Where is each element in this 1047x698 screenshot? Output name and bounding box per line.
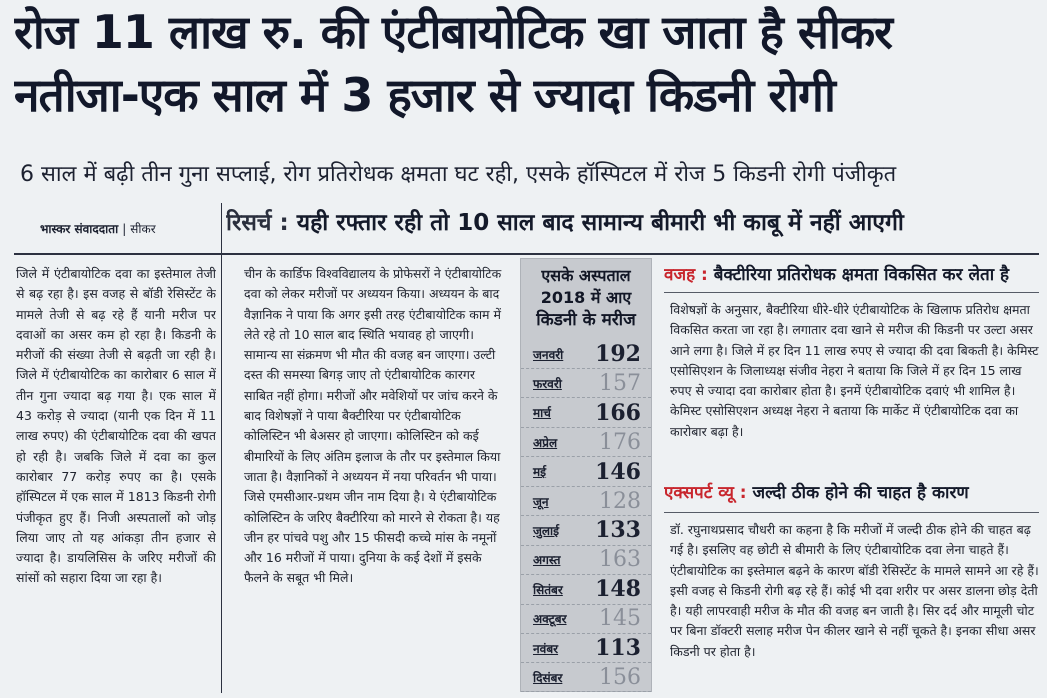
table-row-month: अक्टूबर: [533, 612, 567, 627]
divider-vertical: [221, 203, 222, 693]
table-row-value: 128: [599, 488, 641, 514]
section-expert-tag: एक्सपर्ट व्यू :: [664, 483, 747, 503]
table-row: [521, 368, 651, 398]
headline-line-1: रोज 11 लाख रु. की एंटीबायोटिक खा जाता है सीकर: [14, 5, 892, 59]
table-row: [521, 604, 651, 634]
table-row: [521, 662, 651, 692]
section-reason-text: विशेषज्ञों के अनुसार, बैक्टीरिया धीरे-धीरे एंटीबायोटिक के खिलाफ प्रतिरोध क्षमता विकसित करता जा रहा है। लगातार दवा खाने से मरीज की किडनी पर उल्टा असर आने लगा है। जिले में हर दिन 11 लाख रुपए से ज्यादा की दवा बिकती है। केमिस्ट एसोसिएशन के जिलाध्यक्ष संजीव नेहरा ने बताया कि जिले में हर दिन 15 लाख रुपए से ज्यादा दवा कारोबार होता है। इनमें एंटीबायोटिक दवाएं भी शामिल है। केमिस्ट एसोसिएशन अध्यक्ष नेहरा ने बताया कि मार्केट में एंटीबायोटिक दवा का कारोबार बढ़ा है।: [670, 302, 1039, 439]
table-row-month: जुलाई: [533, 523, 560, 538]
section-reason-heading: [664, 262, 1041, 285]
section-expert-heading: [664, 480, 1041, 503]
table-row-month: नवंबर: [533, 641, 559, 656]
section-expert-title: जल्दी ठीक होने की चाहत है कारण: [752, 483, 969, 503]
table-row-month: मई: [533, 465, 547, 480]
table-row-month: फरवरी: [533, 376, 562, 391]
section-reason-tag: वजह :: [664, 265, 708, 285]
table-row-month: सितंबर: [533, 582, 563, 597]
table-row-value: 157: [599, 370, 641, 396]
table-title: [521, 259, 651, 331]
section-expert-divider: [664, 512, 1039, 513]
headline-line-2: नतीजा-एक साल में 3 हजार से ज्यादा किडनी रोगी: [14, 68, 835, 122]
table-row-month: दिसंबर: [533, 670, 563, 685]
table-row: [521, 457, 651, 487]
table-row-month: अगस्त: [533, 553, 561, 568]
divider-top: [14, 253, 1039, 255]
section-reason-divider: [664, 292, 1039, 293]
research-text: यही रफ्तार रही तो 10 साल बाद सामान्य बीमारी भी काबू में नहीं आएगी: [296, 210, 904, 236]
byline-city: सीकर: [130, 222, 156, 236]
subheadline: 6 साल में बढ़ी तीन गुना सप्लाई, रोग प्रतिरोधक क्षमता घट रही, एसके हॉस्पिटल में रोज 5 किडनी रोगी पंजीकृत: [20, 162, 897, 187]
table-row-month: जनवरी: [533, 347, 564, 362]
table-title-line-2: 2018 में आए: [540, 288, 632, 307]
byline-source: भास्कर संवाददाता: [40, 222, 119, 236]
research-heading: [226, 206, 1041, 240]
table-title-line-1: एसके अस्पताल: [541, 266, 631, 285]
article-column-1: जिले में एंटीबायोटिक दवा का इस्तेमाल तेजी से बढ़ रहा है। इस वजह से बॉडी रेसिस्टेंट के मामले तेजी से बढ़ रहे हैं यानी मरीज पर दवाओं का असर कम हो रहा है। किडनी के मरीजों की संख्या तेजी से बढ़ती जा रही है। जिले में एंटीबायोटिक का कारोबार 6 साल में तीन गुना ज्यादा बढ़ गया है। एक साल में 43 करोड़ से ज्यादा (यानी एक दिन में 11 लाख रुपए) की एंटीबायोटिक दवा की खपत हो रही है। जबकि जिले में दवा का कुल कारोबार 77 करोड़ रुपए का है। एसके हॉस्पिटल में एक साल में 1813 किडनी रोगी पंजीकृत हुए हैं। निजी अस्पतालों को जोड़ लिया जाए तो यह आंकड़ा तीन हजार से ज्यादा है। डायलिसिस के जरिए मरीजों की सांसों को सहारा दिया जा रहा है।: [16, 266, 216, 586]
table-row: [521, 427, 651, 457]
table-row: [521, 398, 651, 428]
table-row-value: 192: [595, 341, 641, 367]
table-row-value: 146: [595, 458, 641, 485]
table-row-value: 156: [599, 664, 641, 690]
table-row-value: 176: [599, 429, 641, 455]
table-row: [521, 633, 651, 663]
table-row-value: 113: [595, 635, 641, 661]
table-row-value: 148: [595, 576, 641, 603]
kidney-patients-table: [520, 258, 652, 692]
table-row: [521, 339, 651, 369]
table-title-line-3: किडनी के मरीज: [536, 310, 636, 330]
table-row-value: 133: [595, 517, 641, 544]
section-expert-text: डॉ. रघुनाथप्रसाद चौधरी का कहना है कि मरीजों में जल्दी ठीक होने की चाहत बढ़ गई है। इसलिए वह छोटी से बीमारी के लिए एंटीबायोटिक दवा लेना चाहते हैं। एंटीबायोटिक का इस्तेमाल बढ़ने के कारण बॉडी रेसिस्टेंट के मामले सामने आ रहे हैं। इसी वजह से किडनी रोगी बढ़ रहे हैं। कोई भी दवा शरीर पर असर डालना छोड़ देती है। यही लापरवाही मरीज के मौत की वजह बन जाती है। सिर दर्द और मामूली चोट पर बिना डॉक्टरी सलाह मरीज पेन कीलर खाने से नहीं चूकते है। इनका सीधा असर किडनी पर होता है।: [670, 522, 1039, 659]
research-label: रिसर्च :: [226, 210, 289, 236]
byline: [40, 220, 156, 237]
table-row-value: 163: [599, 547, 641, 573]
table-row-month: जून: [533, 494, 549, 509]
table-row: [521, 545, 651, 575]
table-row-month: अप्रेल: [533, 435, 558, 450]
table-row: [521, 486, 651, 516]
table-row: [521, 515, 651, 545]
section-reason-title: बैक्टीरिया प्रतिरोधक क्षमता विकसित कर लेता है: [713, 265, 1010, 285]
table-row-value: 166: [595, 399, 641, 426]
article-column-2: चीन के कार्डिफ विश्वविद्यालय के प्रोफेसरों ने एंटीबायोटिक दवा को लेकर मरीजों पर अध्ययन किया। अध्ययन के बाद वैज्ञानिक ने पाया कि अगर इसी तरह एंटीबायोटिक काम में लेते रहे तो 10 साल बाद स्थिति भयावह हो जाएगी। सामान्य सा संक्रमण भी मौत की वजह बन जाएगा। उल्टी दस्त की समस्या बिगड़ जाए तो एंटीबायोटिक कारगर साबित नहीं होगा। मरीजों और मवेशियों पर जांच करने के बाद विशेषज्ञों ने पाया बैक्टीरिया पर एंटीबायोटिक कोलिस्टिन भी बेअसर हो जाएगा। कोलिस्टिन को कई बीमारियों के लिए अंतिम इलाज के तौर पर इस्तेमाल किया जाता है। वैज्ञानिकों ने अध्ययन में नया परिवर्तन भी पाया। जिसे एमसीआर-प्रथम जीन नाम दिया है। ये एंटीबायोटिक कोलिस्टिन के जरिए बैक्टीरिया को मारने से रोकता है। यह जीन हर पांचवे पशु और 15 फीसदी कच्चे मांस के नमूनों और 16 मरीजों में पाया। दुनिया के कई देशों में इसके फैलने के सबूत भी मिले।: [244, 266, 502, 586]
byline-separator: |: [122, 222, 127, 236]
table-row-value: 145: [599, 606, 641, 632]
table-row: [521, 574, 651, 604]
table-row-month: मार्च: [533, 406, 551, 421]
